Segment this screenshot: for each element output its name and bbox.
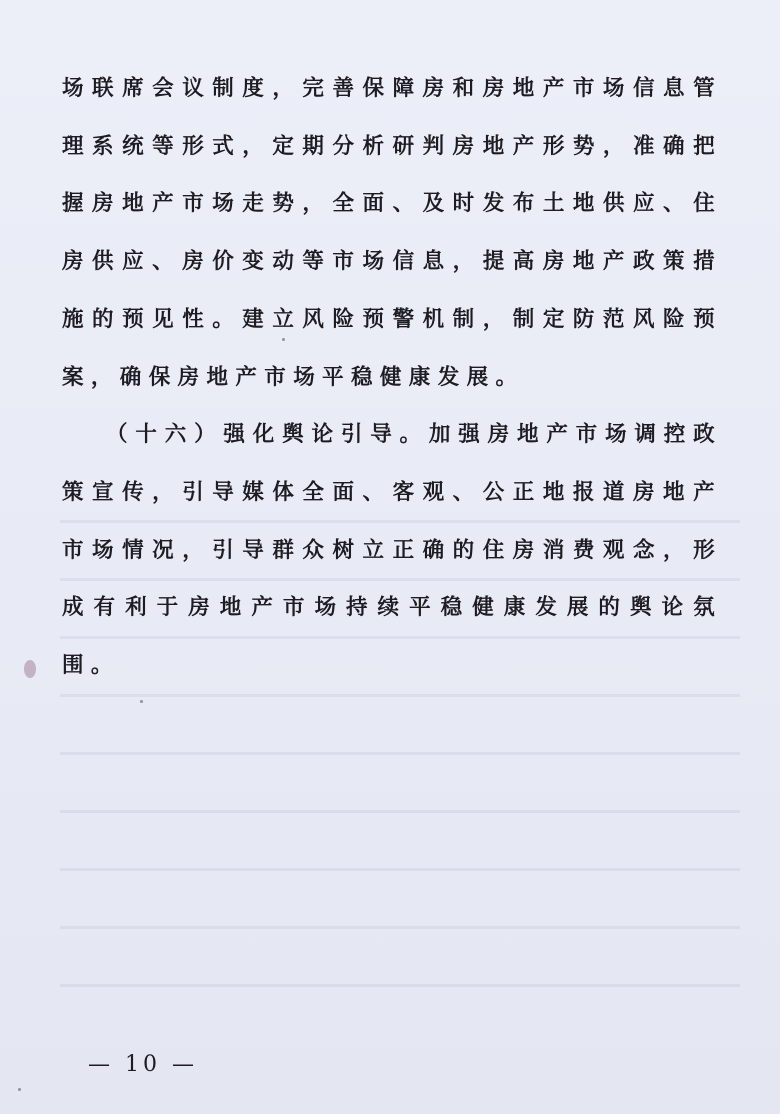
paper-stain [24,660,36,678]
paper-speck [18,1088,21,1091]
paper-speck [140,700,143,703]
bleed-through-line [60,868,740,871]
bleed-through-line [60,926,740,929]
page-number: — 10 — [88,1052,198,1077]
bleed-through-line [60,984,740,987]
bleed-through-line [60,810,740,813]
paragraph-2: （十六）强化舆论引导。加强房地产市场调控政策宣传，引导媒体全面、客观、公正地报道房地产市场情况，引导群众树立正确的住房消费观念，形成有利于房地产市场持续平稳健康发展的舆论氛围。 [62,422,722,679]
bleed-through-line [60,752,740,755]
paragraph-1: 场联席会议制度，完善保障房和房地产市场信息管理系统等形式，定期分析研判房地产形势，准确把握房地产市场走势，全面、及时发布土地供应、住房供应、房价变动等市场信息，提高房地产政策措施的预见性。建立风险预警机制，制定防范风险预案，确保房地产市场平稳健康发展。 [62,76,722,390]
body-text [62,60,722,695]
